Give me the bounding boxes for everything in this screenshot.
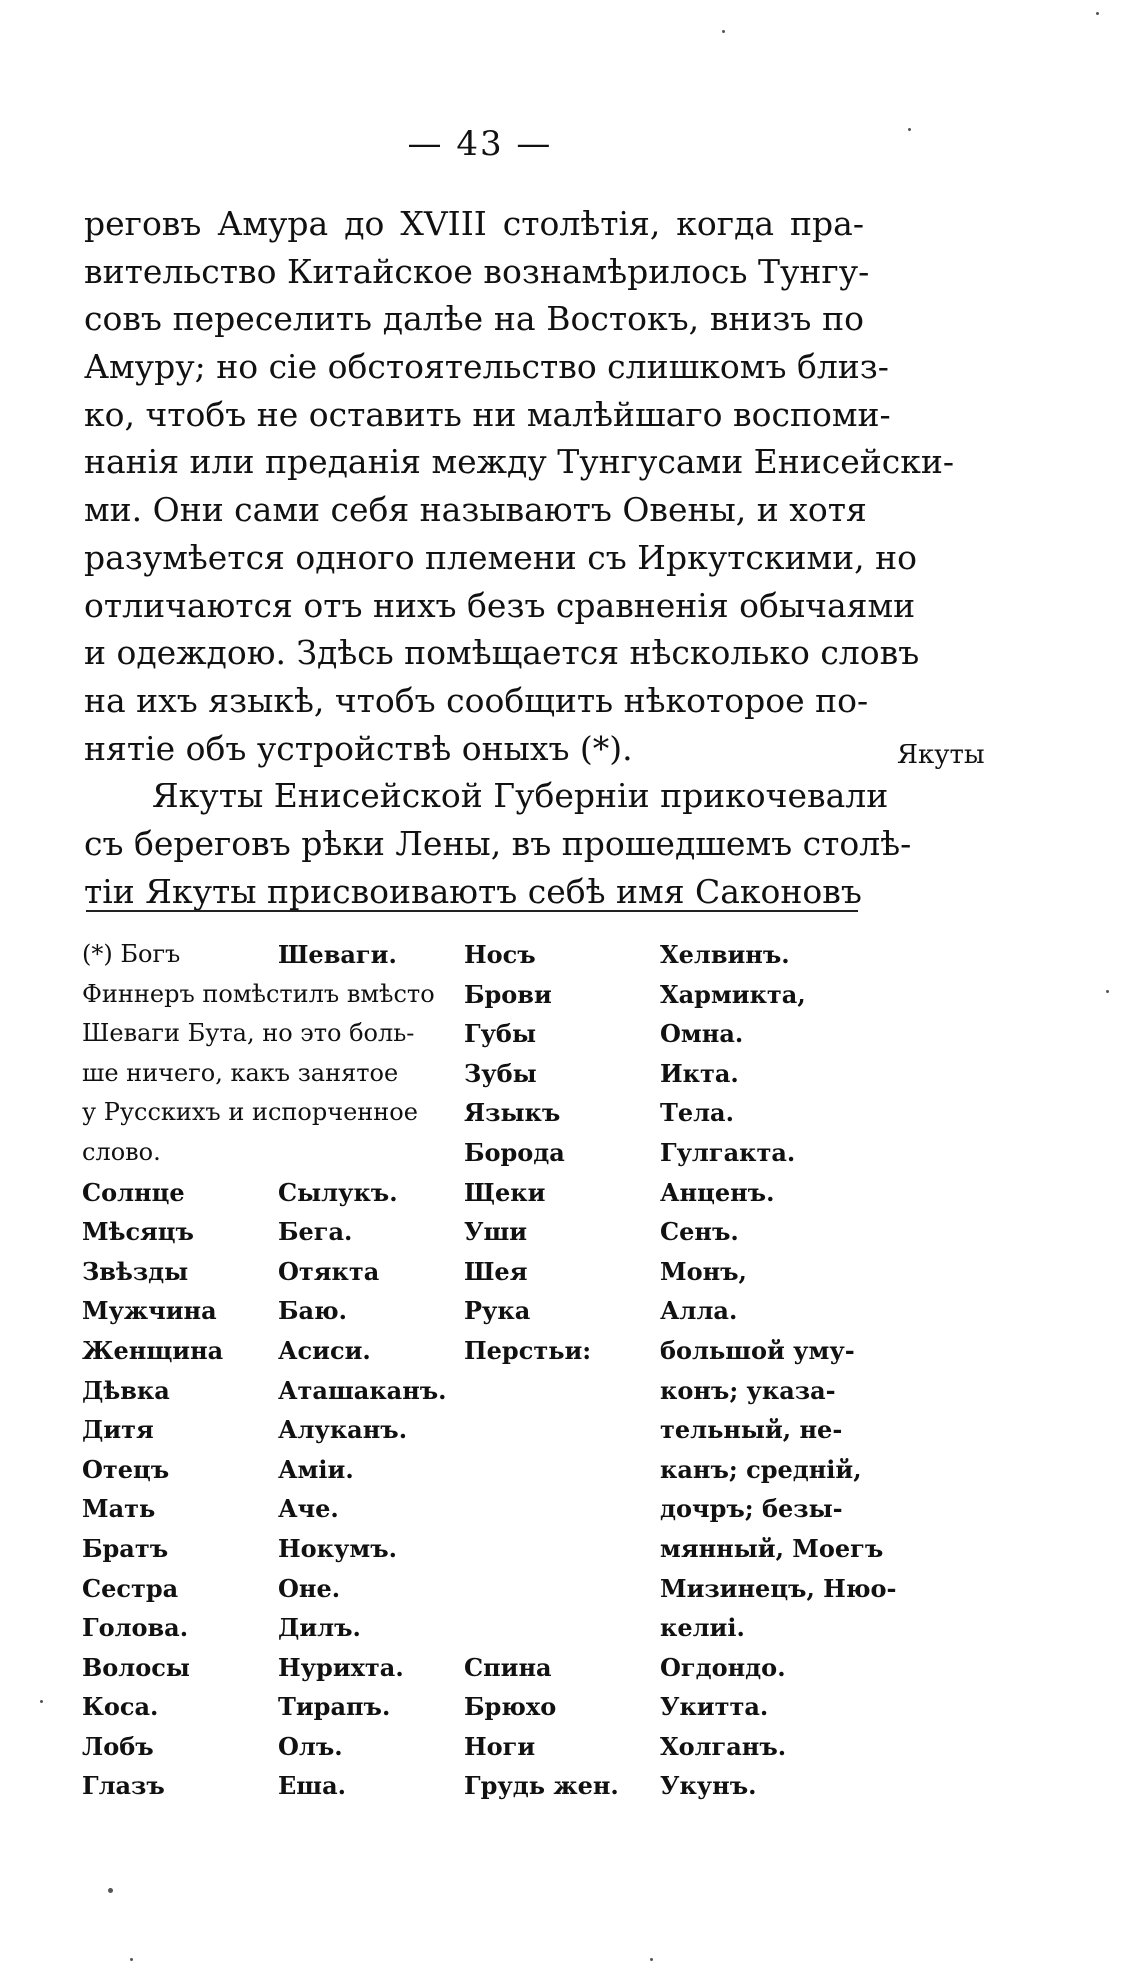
vocab-row bbox=[82, 1173, 882, 1213]
vocab-cell: Икта. bbox=[660, 1058, 739, 1088]
vocab-cell: Брюхо bbox=[464, 1692, 557, 1722]
vocab-row bbox=[82, 1766, 882, 1806]
vocab-cell: Еша. bbox=[278, 1771, 346, 1801]
vocab-cell: слово. bbox=[82, 1137, 161, 1166]
vocab-row bbox=[82, 1133, 882, 1173]
vocab-cell: Лобъ bbox=[82, 1731, 154, 1761]
vocab-cell: Финнеръ помѣстилъ вмѣсто bbox=[82, 979, 435, 1008]
vocab-row bbox=[82, 1648, 882, 1688]
text-line: реговъ Амура до XVIII столѣтія, когда пра- bbox=[84, 204, 864, 243]
vocab-cell: Аташаканъ. bbox=[278, 1375, 447, 1405]
vocab-cell: Сылукъ. bbox=[278, 1177, 398, 1207]
vocab-cell: Шея bbox=[464, 1256, 528, 1286]
vocab-cell: Алла. bbox=[660, 1296, 738, 1326]
vocab-cell: большой уму- bbox=[660, 1335, 855, 1365]
vocab-cell: Мужчина bbox=[82, 1296, 217, 1326]
vocab-cell: Бега. bbox=[278, 1217, 353, 1247]
vocab-cell: ше ничего, какъ занятое bbox=[82, 1058, 399, 1087]
vocab-cell: Укитта. bbox=[660, 1692, 769, 1722]
vocab-row bbox=[82, 1093, 882, 1133]
text-line: совъ переселить далѣе на Востокъ, внизъ по bbox=[84, 299, 864, 339]
vocab-cell: келиі. bbox=[660, 1613, 745, 1643]
vocab-cell: Нурихта. bbox=[278, 1652, 404, 1682]
text-line: и одеждою. Здѣсь помѣщается нѣсколько словъ bbox=[84, 633, 920, 673]
text-line: разумѣется одного племени съ Иркутскими, но bbox=[84, 537, 917, 577]
vocab-cell: тельный, не- bbox=[660, 1415, 843, 1445]
vocab-cell: Тела. bbox=[660, 1098, 734, 1128]
vocab-cell: Баю. bbox=[278, 1296, 348, 1326]
vocab-cell: Зубы bbox=[464, 1058, 537, 1088]
vocab-cell: Отецъ bbox=[82, 1454, 170, 1484]
vocab-cell: Отякта bbox=[278, 1256, 380, 1286]
vocab-cell: Сенъ. bbox=[660, 1217, 739, 1247]
vocab-cell: канъ; средній, bbox=[660, 1454, 862, 1484]
main-text bbox=[84, 200, 955, 915]
vocab-cell: Огдондо. bbox=[660, 1652, 786, 1682]
footnote-divider bbox=[86, 910, 858, 912]
vocab-cell: Олъ. bbox=[278, 1731, 343, 1761]
text-line: Амуру; но сіе обстоятельство слишкомъ близ- bbox=[84, 347, 889, 387]
vocab-row bbox=[82, 1331, 882, 1371]
vocab-cell: мянный, Моегъ bbox=[660, 1533, 884, 1563]
vocab-cell: Асиси. bbox=[278, 1335, 371, 1365]
text-line: ко, чтобъ не оставить ни малѣйшаго воспоми- bbox=[84, 394, 891, 434]
vocab-cell: (*) Богъ bbox=[82, 940, 181, 968]
vocab-cell: Спина bbox=[464, 1652, 552, 1682]
page-number: — 43 — bbox=[407, 124, 553, 164]
scan-speck bbox=[108, 1888, 113, 1893]
text-line: Якуты Енисейской Губерніи прикочевали bbox=[152, 776, 889, 816]
vocab-cell: Голова. bbox=[82, 1613, 189, 1643]
scan-speck bbox=[722, 30, 725, 33]
vocab-cell: Нокумъ. bbox=[278, 1533, 397, 1563]
vocab-row bbox=[82, 1054, 882, 1094]
vocab-cell: Носъ bbox=[464, 940, 536, 969]
vocab-cell: Брови bbox=[464, 979, 552, 1009]
vocab-cell: Борода bbox=[464, 1137, 565, 1167]
scan-speck bbox=[40, 1700, 43, 1703]
vocab-cell: Ноги bbox=[464, 1731, 536, 1761]
vocab-cell: Грудь жен. bbox=[464, 1771, 619, 1801]
vocab-cell: Губы bbox=[464, 1019, 536, 1049]
vocab-cell: Холганъ. bbox=[660, 1731, 787, 1761]
vocab-cell: Монъ, bbox=[660, 1256, 747, 1286]
vocab-cell: Шеваги Бута, но это боль- bbox=[82, 1019, 415, 1048]
scan-speck bbox=[650, 1958, 653, 1961]
vocab-row bbox=[82, 1252, 882, 1292]
vocab-cell: Мизинецъ, Нюо- bbox=[660, 1573, 897, 1603]
text-line: тіи Якуты присвоиваютъ себѣ имя Саконовъ bbox=[84, 871, 862, 911]
text-line: на ихъ языкѣ, чтобъ сообщить нѣкоторое по- bbox=[84, 680, 869, 720]
vocab-row bbox=[82, 1014, 882, 1054]
vocab-cell: Дитя bbox=[82, 1415, 154, 1445]
vocab-cell: Гулгакта. bbox=[660, 1137, 796, 1167]
vocab-row bbox=[82, 1371, 882, 1411]
vocab-row bbox=[82, 1687, 882, 1727]
vocab-cell: Дѣвка bbox=[82, 1375, 170, 1405]
scan-speck bbox=[1106, 990, 1109, 993]
vocab-row bbox=[82, 1291, 882, 1331]
vocab-cell: Коса. bbox=[82, 1692, 159, 1722]
vocab-cell: Укунъ. bbox=[660, 1771, 757, 1801]
vocab-row bbox=[82, 1410, 882, 1450]
vocab-row bbox=[82, 1450, 882, 1490]
vocab-cell: Уши bbox=[464, 1217, 528, 1247]
vocab-cell: Мѣсяцъ bbox=[82, 1217, 194, 1247]
vocab-cell: Анценъ. bbox=[660, 1177, 775, 1207]
text-line: вительство Китайское вознамѣрилось Тунгу- bbox=[84, 251, 870, 291]
vocab-row bbox=[82, 1529, 882, 1569]
vocab-cell: Оне. bbox=[278, 1573, 341, 1603]
vocab-row bbox=[82, 1212, 882, 1252]
vocab-cell: Мать bbox=[82, 1494, 156, 1524]
vocab-row bbox=[82, 1608, 882, 1648]
vocab-cell: Щеки bbox=[464, 1177, 546, 1207]
vocab-cell: Аміи. bbox=[278, 1454, 354, 1484]
vocab-cell: дочръ; безы- bbox=[660, 1494, 843, 1524]
text-line: ми. Они сами себя называютъ Овены, и хотя bbox=[84, 490, 867, 530]
vocab-cell: Женщина bbox=[82, 1335, 224, 1365]
vocab-cell: Дилъ. bbox=[278, 1613, 361, 1643]
vocab-cell: Перстьи: bbox=[464, 1335, 592, 1365]
scan-speck bbox=[1096, 12, 1099, 15]
text-line: съ береговъ рѣки Лены, въ прошедшемъ столѣ- bbox=[84, 823, 912, 863]
vocab-cell: Шеваги. bbox=[278, 940, 397, 969]
vocab-cell: конъ; указа- bbox=[660, 1375, 836, 1405]
text-line: отличаются отъ нихъ безъ сравненія обычаями bbox=[84, 585, 916, 625]
vocab-cell: Братъ bbox=[82, 1533, 169, 1563]
margin-note: Якуты bbox=[897, 740, 985, 770]
vocab-row bbox=[82, 1489, 882, 1529]
vocab-cell: Рука bbox=[464, 1296, 531, 1326]
scan-speck bbox=[130, 1958, 133, 1961]
scan-speck bbox=[908, 128, 911, 131]
vocab-cell: Хармикта, bbox=[660, 979, 806, 1009]
vocab-cell: Волосы bbox=[82, 1652, 190, 1682]
vocab-cell: Сестра bbox=[82, 1573, 179, 1603]
vocab-cell: Глазъ bbox=[82, 1771, 165, 1801]
text-line: нанія или преданія между Тунгусами Енисейски- bbox=[84, 442, 955, 482]
vocab-cell: Алуканъ. bbox=[278, 1415, 408, 1445]
vocab-cell: Солнце bbox=[82, 1177, 185, 1207]
vocab-cell: Аче. bbox=[278, 1494, 339, 1524]
vocab-row bbox=[82, 935, 882, 975]
vocab-cell: у Русскихъ и испорченное bbox=[82, 1098, 418, 1127]
vocab-row bbox=[82, 975, 882, 1015]
text-line: нятіе объ устройствѣ оныхъ (*). bbox=[84, 728, 633, 768]
vocab-cell: Хелвинъ. bbox=[660, 940, 790, 969]
vocab-cell: Звѣзды bbox=[82, 1256, 189, 1286]
vocab-cell: Омна. bbox=[660, 1019, 744, 1049]
vocab-cell: Языкъ bbox=[464, 1098, 561, 1128]
vocabulary-table bbox=[82, 935, 897, 1806]
vocab-row bbox=[82, 1569, 897, 1609]
vocab-cell: Тирапъ. bbox=[278, 1692, 391, 1722]
vocab-row bbox=[82, 1727, 882, 1767]
